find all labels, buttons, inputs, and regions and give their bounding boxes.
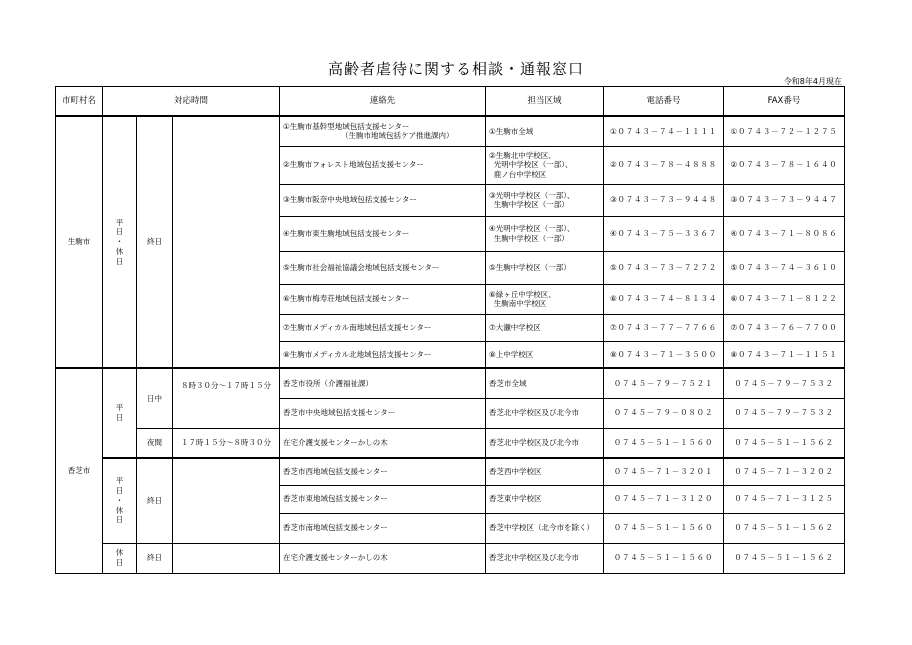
area: ①生駒市全域 (486, 116, 604, 146)
header-row (56, 87, 845, 117)
kashiba-all-time: 終日 (137, 458, 173, 543)
contact-name: ⑤生駒市社会福祉協議会地域包括支援センター (280, 251, 486, 284)
contact-name: ①生駒市基幹型地域包括支援センター （生駒市地域包括ケア推進課内） (280, 116, 486, 146)
phone-number: ⑥０７４３－７４－８１３４ (604, 284, 724, 314)
contact-table (55, 86, 845, 574)
fax-number: ０７４５－５１－１５６２ (724, 428, 845, 458)
area: 香芝北中学校区及び北今市 (486, 428, 604, 458)
phone-number: ④０７４３－７５－３３６７ (604, 216, 724, 251)
area: 香芝北中学校区及び北今市 (486, 398, 604, 428)
area: ⑥緑ヶ丘中学校区、 生駒南中学校区 (486, 284, 604, 314)
fax-number: ０７４５－７１－３２０２ (724, 458, 845, 485)
area: ⑤生駒中学校区（一部） (486, 251, 604, 284)
area: 香芝市全域 (486, 368, 604, 398)
fax-number: ⑧０７４３－７１－１１５１ (724, 341, 845, 368)
area: ②生駒北中学校区、 光明中学校区（一部）、 鹿ノ台中学校区 (486, 146, 604, 184)
contact-name: ③生駒市阪奈中央地域包括支援センター (280, 184, 486, 216)
area: 香芝西中学校区 (486, 458, 604, 485)
header-phone: 電話番号 (604, 87, 724, 117)
contact-name: ⑦生駒市メディカル南地域包括支援センター (280, 314, 486, 341)
as-of-date: 令和8年4月現在 (783, 77, 842, 86)
area: ⑦大瀬中学校区 (486, 314, 604, 341)
kashiba-day-label: 日中 (137, 368, 173, 428)
phone-number: ０７４５－５１－１５６０ (604, 513, 724, 543)
contact-name: ④生駒市東生駒地域包括支援センター (280, 216, 486, 251)
contact-name: 香芝市南地域包括支援センター (280, 513, 486, 543)
contact-name: 在宅介護支援センターかしの木 (280, 543, 486, 573)
kashiba-all-days: 平 日 ・ 休 日 (103, 458, 137, 543)
header-contact: 連絡先 (280, 87, 486, 117)
fax-number: ０７４５－７９－７５３２ (724, 398, 845, 428)
phone-number: ０７４５－５１－１５６０ (604, 543, 724, 573)
area: 香芝北中学校区及び北今市 (486, 543, 604, 573)
contact-name: ②生駒市フォレスト地域包括支援センター (280, 146, 486, 184)
contact-name: 香芝市役所（介護福祉課） (280, 368, 486, 398)
fax-number: ０７４５－５１－１５６２ (724, 513, 845, 543)
kashiba-holiday: 休 日 (103, 543, 137, 573)
fax-number: ⑤０７４３－７４－３６１０ (724, 251, 845, 284)
fax-number: ②０７４３－７８－１６４０ (724, 146, 845, 184)
phone-number: ①０７４３－７４－１１１１ (604, 116, 724, 146)
municipality-kashiba: 香芝市 (56, 368, 103, 573)
phone-number: ⑤０７４３－７３－７２７２ (604, 251, 724, 284)
fax-number: ０７４５－５１－１５６２ (724, 543, 845, 573)
phone-number: ⑧０７４３－７１－３５００ (604, 341, 724, 368)
table-row (56, 543, 845, 573)
phone-number: ⑦０７４３－７７－７７６６ (604, 314, 724, 341)
fax-number: ④０７４３－７１－８０８６ (724, 216, 845, 251)
kashiba-holiday-time-detail (173, 543, 280, 573)
phone-number: ②０７４３－７８－４８８８ (604, 146, 724, 184)
contact-name: 香芝市中央地域包括支援センター (280, 398, 486, 428)
kashiba-all-time-detail (173, 458, 280, 543)
phone-number: ０７４５－７９－０８０２ (604, 398, 724, 428)
area: ③光明中学校区（一部）、 生駒中学校区（一部） (486, 184, 604, 216)
phone-number: ０７４５－７１－３２０１ (604, 458, 724, 485)
fax-number: ０７４５－７９－７５３２ (724, 368, 845, 398)
fax-number: ①０７４３－７２－１２７５ (724, 116, 845, 146)
fax-number: ③０７４３－７３－９４４７ (724, 184, 845, 216)
kashiba-night-label: 夜間 (137, 428, 173, 458)
contact-name: ⑥生駒市梅寿荘地域包括支援センター (280, 284, 486, 314)
contact-name: ⑧生駒市メディカル北地域包括支援センター (280, 341, 486, 368)
contact-name: 香芝市西地域包括支援センター (280, 458, 486, 485)
fax-number: ⑦０７４３－７６－７７００ (724, 314, 845, 341)
municipality-ikoma: 生駒市 (56, 116, 103, 368)
phone-number: ０７４５－７９－７５２１ (604, 368, 724, 398)
phone-number: ０７４５－７１－３１２０ (604, 485, 724, 513)
area: 香芝東中学校区 (486, 485, 604, 513)
kashiba-day-time: ８時３０分～１７時１５分 (173, 368, 280, 428)
header-hours: 対応時間 (103, 87, 280, 117)
header-fax: FAX番号 (724, 87, 845, 117)
area: ⑧上中学校区 (486, 341, 604, 368)
phone-number: ０７４５－５１－１５６０ (604, 428, 724, 458)
table-row (56, 428, 845, 458)
fax-number: ⑥０７４３－７１－８１２２ (724, 284, 845, 314)
contact-name: 香芝市東地域包括支援センター (280, 485, 486, 513)
header-municipality: 市町村名 (56, 87, 103, 117)
table-row (56, 458, 845, 485)
area: ④光明中学校区（一部）、 生駒中学校区（一部） (486, 216, 604, 251)
area: 香芝中学校区（北今市を除く） (486, 513, 604, 543)
fax-number: ０７４５－７１－３１２５ (724, 485, 845, 513)
phone-number: ③０７４３－７３－９４４８ (604, 184, 724, 216)
kashiba-weekday: 平 日 (103, 368, 137, 458)
kashiba-holiday-time: 終日 (137, 543, 173, 573)
ikoma-time-detail (173, 116, 280, 368)
table-row (56, 368, 845, 398)
page-title: 高齢者虐待に関する相談・通報窓口 (327, 60, 584, 78)
ikoma-days: 平 日 ・ 休 日 (103, 116, 137, 368)
header-area: 担当区域 (486, 87, 604, 117)
contact-name: 在宅介護支援センターかしの木 (280, 428, 486, 458)
kashiba-night-time: １７時１５分～８時３０分 (173, 428, 280, 458)
table-row (56, 116, 845, 146)
ikoma-time: 終日 (137, 116, 173, 368)
